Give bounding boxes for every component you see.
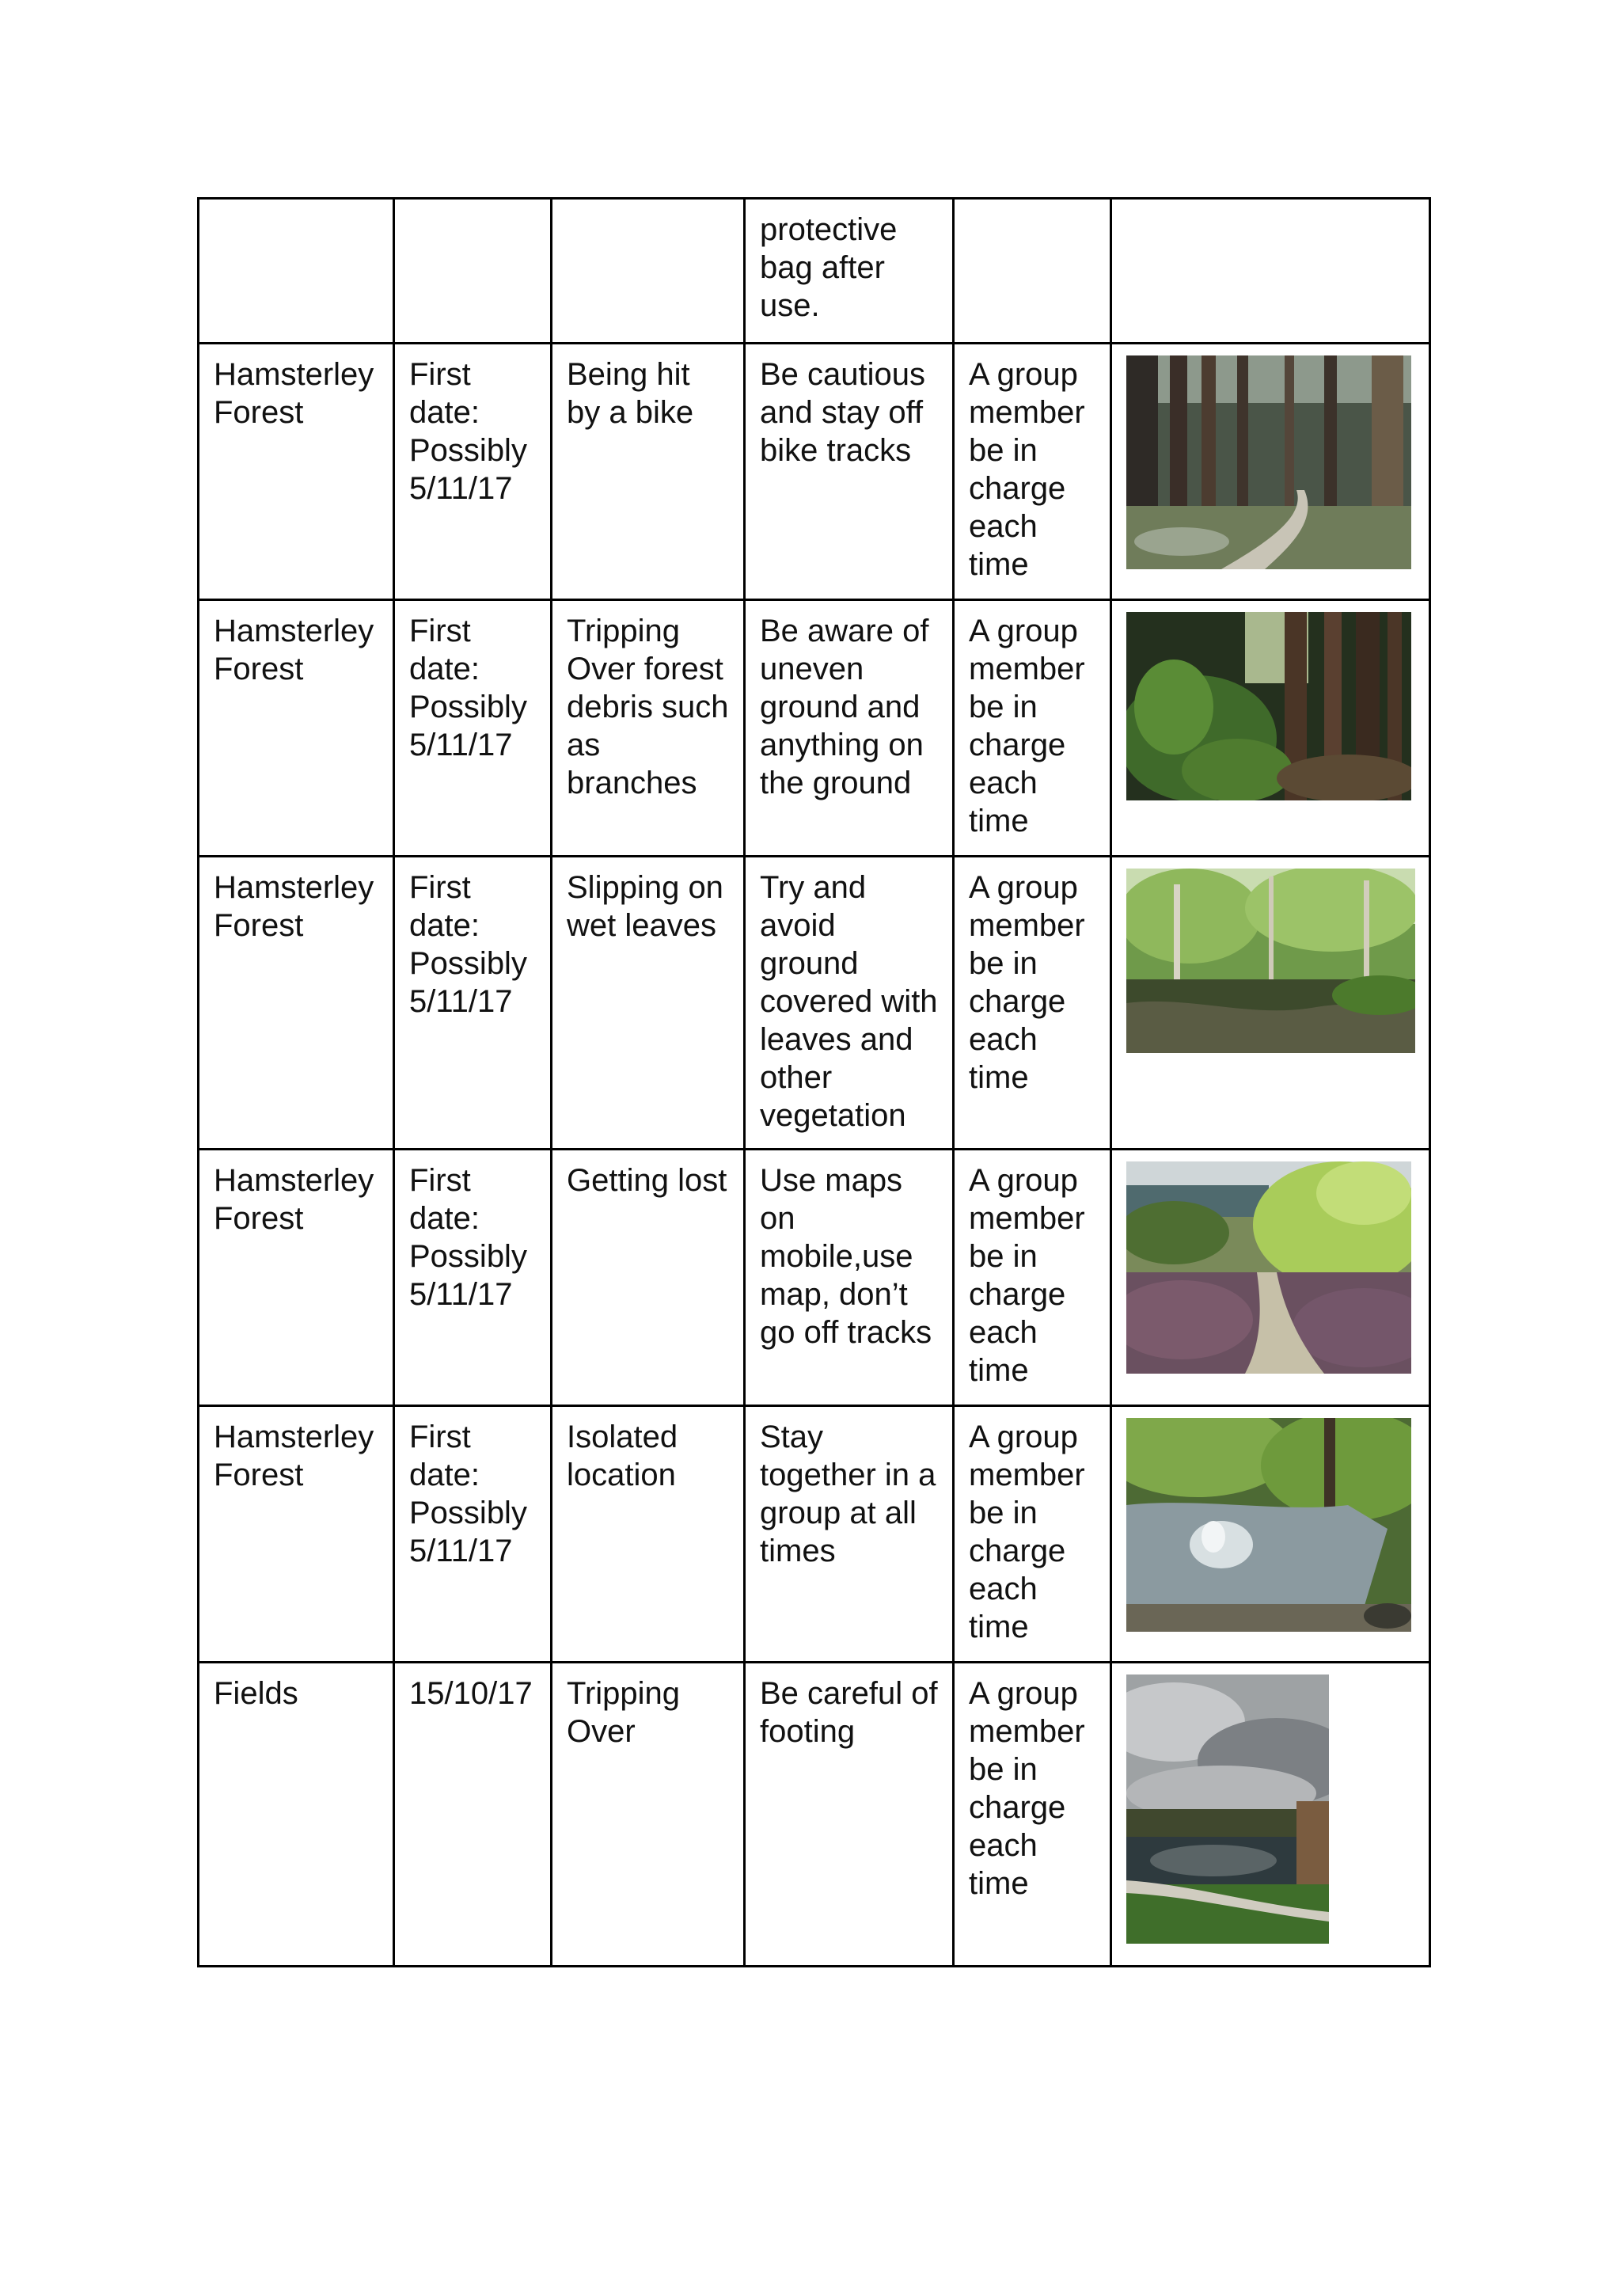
date-cell: First date: Possibly 5/11/17 <box>394 857 552 1150</box>
location-cell <box>199 199 394 344</box>
table-row <box>199 1406 1430 1663</box>
date-cell: 15/10/17 <box>394 1663 552 1967</box>
forest-stream-photo <box>1126 869 1415 1053</box>
precaution-cell: Try and avoid ground covered with leaves and other vegetation <box>745 857 954 1150</box>
responsible-cell <box>954 199 1111 344</box>
responsible-cell: A group member be in charge each time <box>954 1663 1111 1967</box>
heather-track-photo <box>1126 1161 1411 1374</box>
location-cell: Hamsterley Forest <box>199 1150 394 1406</box>
forest-undergrowth-photo <box>1126 612 1411 800</box>
location-cell: Hamsterley Forest <box>199 1406 394 1663</box>
table-row <box>199 857 1430 1150</box>
photo-cell <box>1111 344 1430 600</box>
date-cell: First date: Possibly 5/11/17 <box>394 600 552 857</box>
responsible-cell: A group member be in charge each time <box>954 1150 1111 1406</box>
date-cell: First date: Possibly 5/11/17 <box>394 1150 552 1406</box>
photo-cell <box>1111 600 1430 857</box>
responsible-cell: A group member be in charge each time <box>954 857 1111 1150</box>
precaution-cell: Be careful of footing <box>745 1663 954 1967</box>
forest-path-photo <box>1126 355 1411 569</box>
responsible-cell: A group member be in charge each time <box>954 1406 1111 1663</box>
date-cell <box>394 199 552 344</box>
fields-photo <box>1126 1674 1329 1944</box>
hazard-cell: Being hit by a bike <box>552 344 745 600</box>
risk-assessment-table <box>197 197 1431 1967</box>
photo-cell <box>1111 199 1430 344</box>
precaution-cell: Be aware of uneven ground and anything on the ground <box>745 600 954 857</box>
responsible-cell: A group member be in charge each time <box>954 344 1111 600</box>
hazard-cell: Getting lost <box>552 1150 745 1406</box>
responsible-cell: A group member be in charge each time <box>954 600 1111 857</box>
photo-cell <box>1111 1406 1430 1663</box>
hazard-cell <box>552 199 745 344</box>
hazard-cell: Slipping on wet leaves <box>552 857 745 1150</box>
location-cell: Fields <box>199 1663 394 1967</box>
precaution-cell: Stay together in a group at all times <box>745 1406 954 1663</box>
photo-cell <box>1111 857 1430 1150</box>
table-row <box>199 600 1430 857</box>
hazard-cell: Isolated location <box>552 1406 745 1663</box>
table-row <box>199 199 1430 344</box>
precaution-cell: protective bag after use. <box>745 199 954 344</box>
location-cell: Hamsterley Forest <box>199 600 394 857</box>
date-cell: First date: Possibly 5/11/17 <box>394 344 552 600</box>
photo-cell <box>1111 1150 1430 1406</box>
hazard-cell: Tripping Over <box>552 1663 745 1967</box>
table-row <box>199 1663 1430 1967</box>
location-cell: Hamsterley Forest <box>199 857 394 1150</box>
precaution-cell: Use maps on mobile,use map, don’t go off tracks <box>745 1150 954 1406</box>
date-cell: First date: Possibly 5/11/17 <box>394 1406 552 1663</box>
table-row <box>199 344 1430 600</box>
photo-cell <box>1111 1663 1430 1967</box>
hazard-cell: Tripping Over forest debris such as branches <box>552 600 745 857</box>
table-row <box>199 1150 1430 1406</box>
precaution-cell: Be cautious and stay off bike tracks <box>745 344 954 600</box>
river-photo <box>1126 1418 1411 1632</box>
location-cell: Hamsterley Forest <box>199 344 394 600</box>
